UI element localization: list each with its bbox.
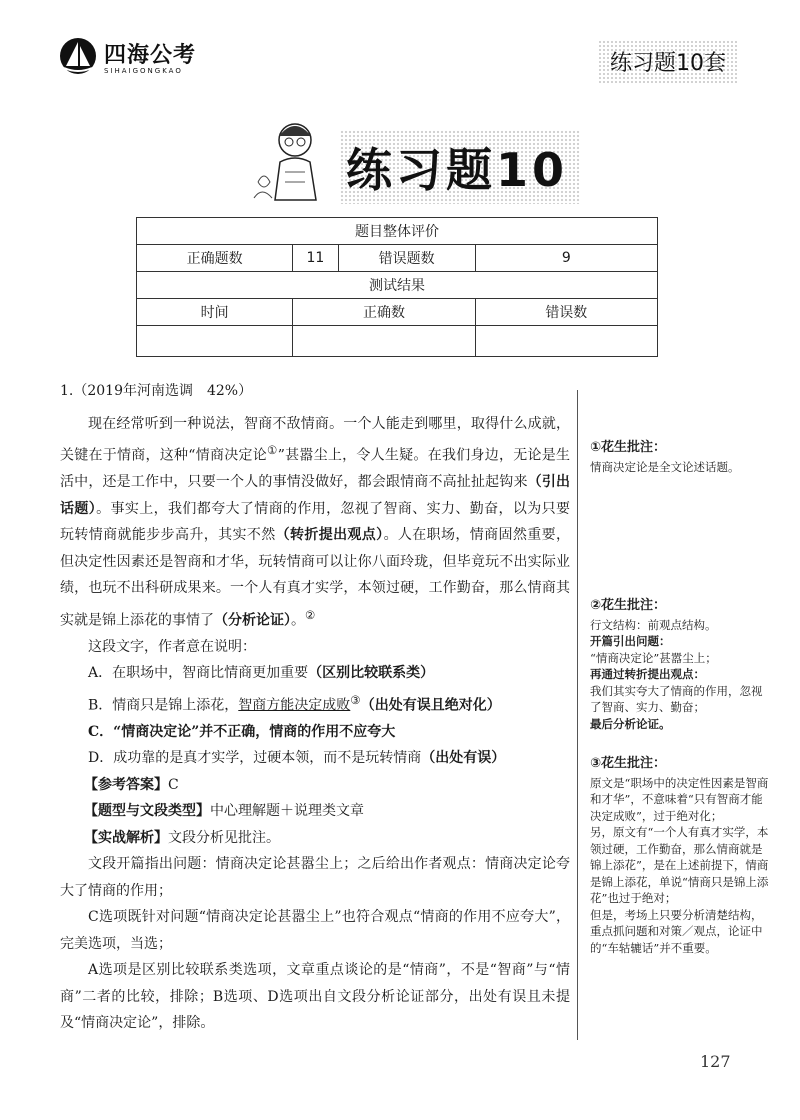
option-b: B．情商只是锦上添花，智商方能决定成败③（出处有误且绝对化） [88,692,501,714]
wrong-cell [475,326,657,357]
annotation-note-1: ①花生批注： 情商决定论是全文论述话题。 [590,440,740,474]
question-stem: 这段文字，作者意在说明： [88,638,256,655]
question-content [60,378,570,1037]
option-c: C．“情商决定论”并不正确，情商的作用不应夸大 [88,723,396,740]
page-title: 练习题10 [340,130,580,204]
analysis-paragraph-2: C选项既针对问题“情商决定论甚嚣尘上”也符合观点“情商的作用不应夸大”，完美选项，当选； [60,909,570,952]
option-d: D．成功靠的是真才实学，过硬本领，而不是玩转情商（出处有误） [88,750,506,767]
score-table [136,217,658,357]
sail-logo-icon [58,36,98,76]
analysis-paragraph-1: 文段开篇指出问题：情商决定论甚嚣尘上；之后给出作者观点：情商决定论夸大了情商的作用； [60,856,570,899]
test-header: 测试结果 [137,272,658,299]
analysis-paragraph-3: A选项是区别比较联系类选项，文章重点谈论的是“情商”，不是“智商”与“情商”二者的比较，排除；B选项、D选项出自文段分析论证部分，出处有误且未提及“情商决定论”，排除。 [60,962,570,1032]
correct-value: 11 [293,245,338,272]
logo-text-cn: 四海公考 [104,42,197,68]
col-correct: 正确数 [293,299,475,326]
annotation-sidebar [577,390,778,1040]
wrong-value: 9 [475,245,657,272]
correct-label: 正确题数 [137,245,293,272]
annotation-note-3: ③花生批注： 原文是“职场中的决定性因素是智商和才华”，不意味着“只有智商才能决定成败”，过于绝对化； 另，原文有“一个人有真才实学，本领过硬，工作勤奋，那么情商就是锦上添花”，是在上述前提下，情商是锦上添花，单说“情商只是锦上添花”也过于绝对； 但是，考场上只要分析清楚结构，重点抓问题和对策／观点，论证中的“车轱辘话”并不重要。 [590,756,769,955]
series-label: 练习题10套 [598,40,738,83]
col-time: 时间 [137,299,293,326]
annotation-note-2: ②花生批注： 行文结构：前观点结构。 开篇引出问题： “情商决定论”甚嚣尘上； 再通过转折提出观点： 我们其实夸大了情商的作用，忽视了智商、实力、勤奋； 最后分析论证。 [590,598,763,731]
overall-header: 题目整体评价 [137,218,658,245]
correct-cell [293,326,475,357]
question-heading: 1.（2019年河南选调 42%） [60,383,253,399]
wrong-label: 错误题数 [338,245,475,272]
col-wrong: 错误数 [475,299,657,326]
answer-line: 【参考答案】C [84,776,179,793]
mascot-illustration-icon [250,112,340,202]
passage: 现在经常听到一种说法，智商不敌情商。一个人能走到哪里，取得什么成就，关键在于情商，这种“情商决定论①”甚嚣尘上，令人生疑。在我们身边，无论是生活中，还是工作中，只要一个人的事情没做好，都会跟情商不高扯扯起钩来（引出话题）。事实上，我们都夸大了情商的作用，忽视了智商、实力、勤奋，以为只要玩转情商就能步步高升，其实不然（转折提出观点）。人在职场，情商固然重要，但决定性因素还是智商和才华，玩转情商可以让你八面玲珑，但毕竟玩不出实际业绩，也玩不出科研成果来。一个人有真才实学，本领过硬，工作勤奋，那么情商其实就是锦上添花的事情了（分析论证）。② [60,415,571,629]
logo-text-en: SIHAIGONGKAO [104,66,183,75]
time-cell [137,326,293,357]
page-number: 127 [700,1052,731,1071]
type-line: 【题型与文段类型】中心理解题＋说理类文章 [84,803,364,820]
analysis-line: 【实战解析】文段分析见批注。 [84,829,280,846]
option-a: A．在职场中，智商比情商更加重要（区别比较联系类） [88,665,435,682]
brand-logo [58,36,196,76]
